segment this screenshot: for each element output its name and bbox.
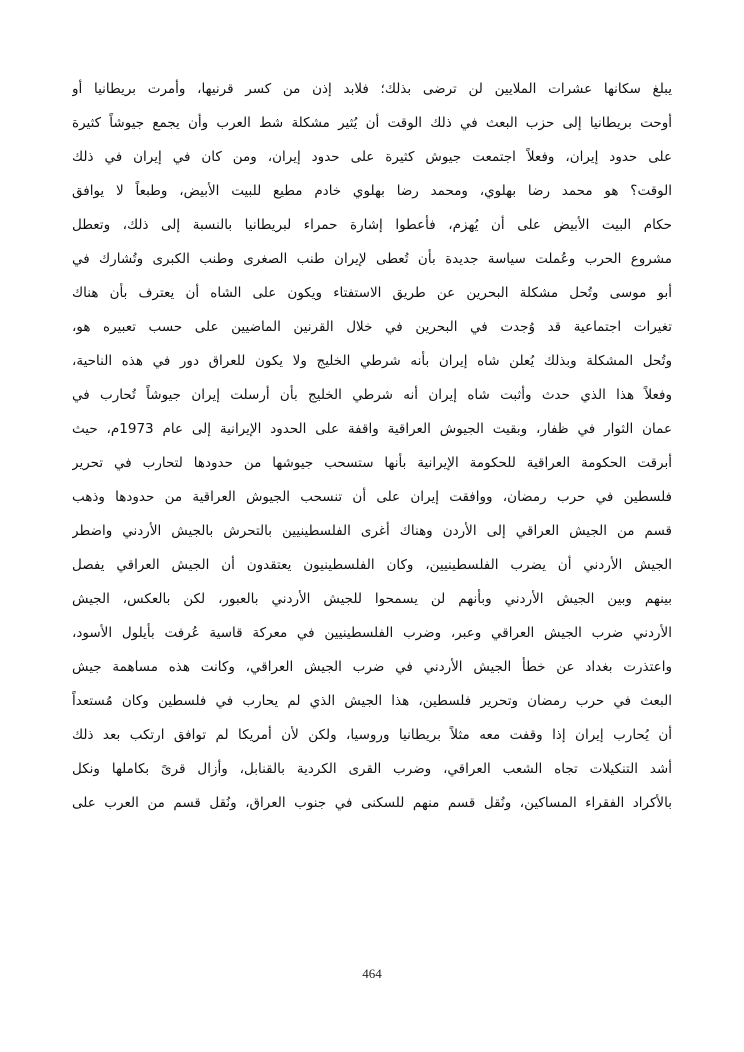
text-line-4: الوقت؟ هو محمد رضا بهلوي، ومحمد رضا بهلوي خادم مطيع للبيت الأبيض، وطبعاً لا يوافق: [72, 183, 672, 199]
text-line-12: أبرقت الحكومة العراقية للحكومة الإيرانية بأنها ستسحب جيوشها من حدودها لتحارب في تحرير: [72, 455, 672, 471]
text-line-10: وفعلاً هذا الذي حدث وأثبت شاه إيران أنه شرطي الخليج بأن أرسلت إيران جيوشاً تُحارب في: [72, 387, 672, 403]
text-line-2: أوحت بريطانيا إلى حزب البعث في ذلك الوقت أن يُثير مشكلة شط العرب وأن يجمع جيوشاً كثيرة: [72, 115, 672, 131]
text-line-17: الأردني ضرب الجيش العراقي وعبر، وضرب الفلسطينيين في معركة قاسية عُرفت بأيلول الأسود،: [72, 625, 672, 641]
text-line-1: يبلغ سكانها عشرات الملايين لن ترضى بذلك؛ فلابد إذن من كسر قرنيها، وأمرت بريطانيا أو: [72, 81, 672, 97]
text-line-19: البعث في حرب رمضان وتحرير فلسطين، هذا الجيش الذي لم يحارب في فلسطين وكان مُستعداً: [72, 693, 672, 709]
text-line-15: الجيش الأردني أن يضرب الفلسطينيين، وكان الفلسطينيون يعتقدون أن الجيش العراقي يفصل: [72, 557, 672, 573]
text-line-8: تغيرات اجتماعية قد وُجدت في البحرين في خلال القرنين الماضيين على حسب تعبيره هو،: [72, 319, 672, 335]
text-line-22: بالأكراد الفقراء المساكين، ونُقل قسم منهم للسكنى في جنوب العراق، ونُقل قسم من العرب على: [72, 795, 672, 811]
text-line-18: واعتذرت بغداد عن خطأ الجيش الأردني في ضرب الجيش العراقي، وكانت هذه مساهمة جيش: [72, 659, 672, 675]
page-number: 464: [362, 966, 382, 981]
text-line-21: أشد التنكيلات تجاه الشعب العراقي، وضرب القرى الكردية بالقنابل، وأزال قرىً بكاملها ونكل: [72, 761, 672, 777]
text-line-7: أبو موسى وتُحل مشكلة البحرين عن طريق الاستفتاء ويكون على الشاه أن يعترف بأن هناك: [72, 285, 672, 301]
text-line-16: بينهم وبين الجيش الأردني وبأنهم لن يسمحوا للجيش الأردني بالعبور، لكن بالعكس، الجيش: [72, 591, 672, 607]
text-line-3: على حدود إيران، وفعلاً اجتمعت جيوش كثيرة على حدود إيران، ومن كان في إيران في ذلك: [72, 149, 672, 165]
text-line-9: وتُحل المشكلة وبذلك يُعلن شاه إيران بأنه شرطي الخليج ولا يكون للعراق دور في هذه الناحية،: [72, 353, 672, 369]
text-line-6: مشروع الحرب وعُملت سياسة جديدة بأن تُعطى لإيران طنب الصغرى وطنب الكبرى وتُشارك في: [72, 251, 672, 267]
text-line-14: قسم من الجيش العراقي إلى الأردن وهناك أغرى الفلسطينيين بالتحرش بالجيش الأردني واضطر: [72, 523, 672, 539]
text-line-5: حكام البيت الأبيض على أن يُهزم، فأعطوا إشارة حمراء لبريطانيا بالنسبة إلى ذلك، وتعطل: [72, 217, 672, 233]
text-line-20: أن يُحارب إيران إذا وقفت معه مثلاً بريطانيا وروسيا، ولكن لأن أمريكا لم توافق ارتكب بعد ذلك: [72, 727, 672, 743]
text-line-13: فلسطين في حرب رمضان، ووافقت إيران على أن تنسحب الجيوش العراقية من حدودها وذهب: [72, 489, 672, 505]
text-line-11: عمان الثوار في ظفار، وبقيت الجيوش العراقية واقفة على الحدود الإيرانية إلى عام 1973م، حيث: [72, 421, 672, 437]
body-text: [72, 72, 672, 820]
